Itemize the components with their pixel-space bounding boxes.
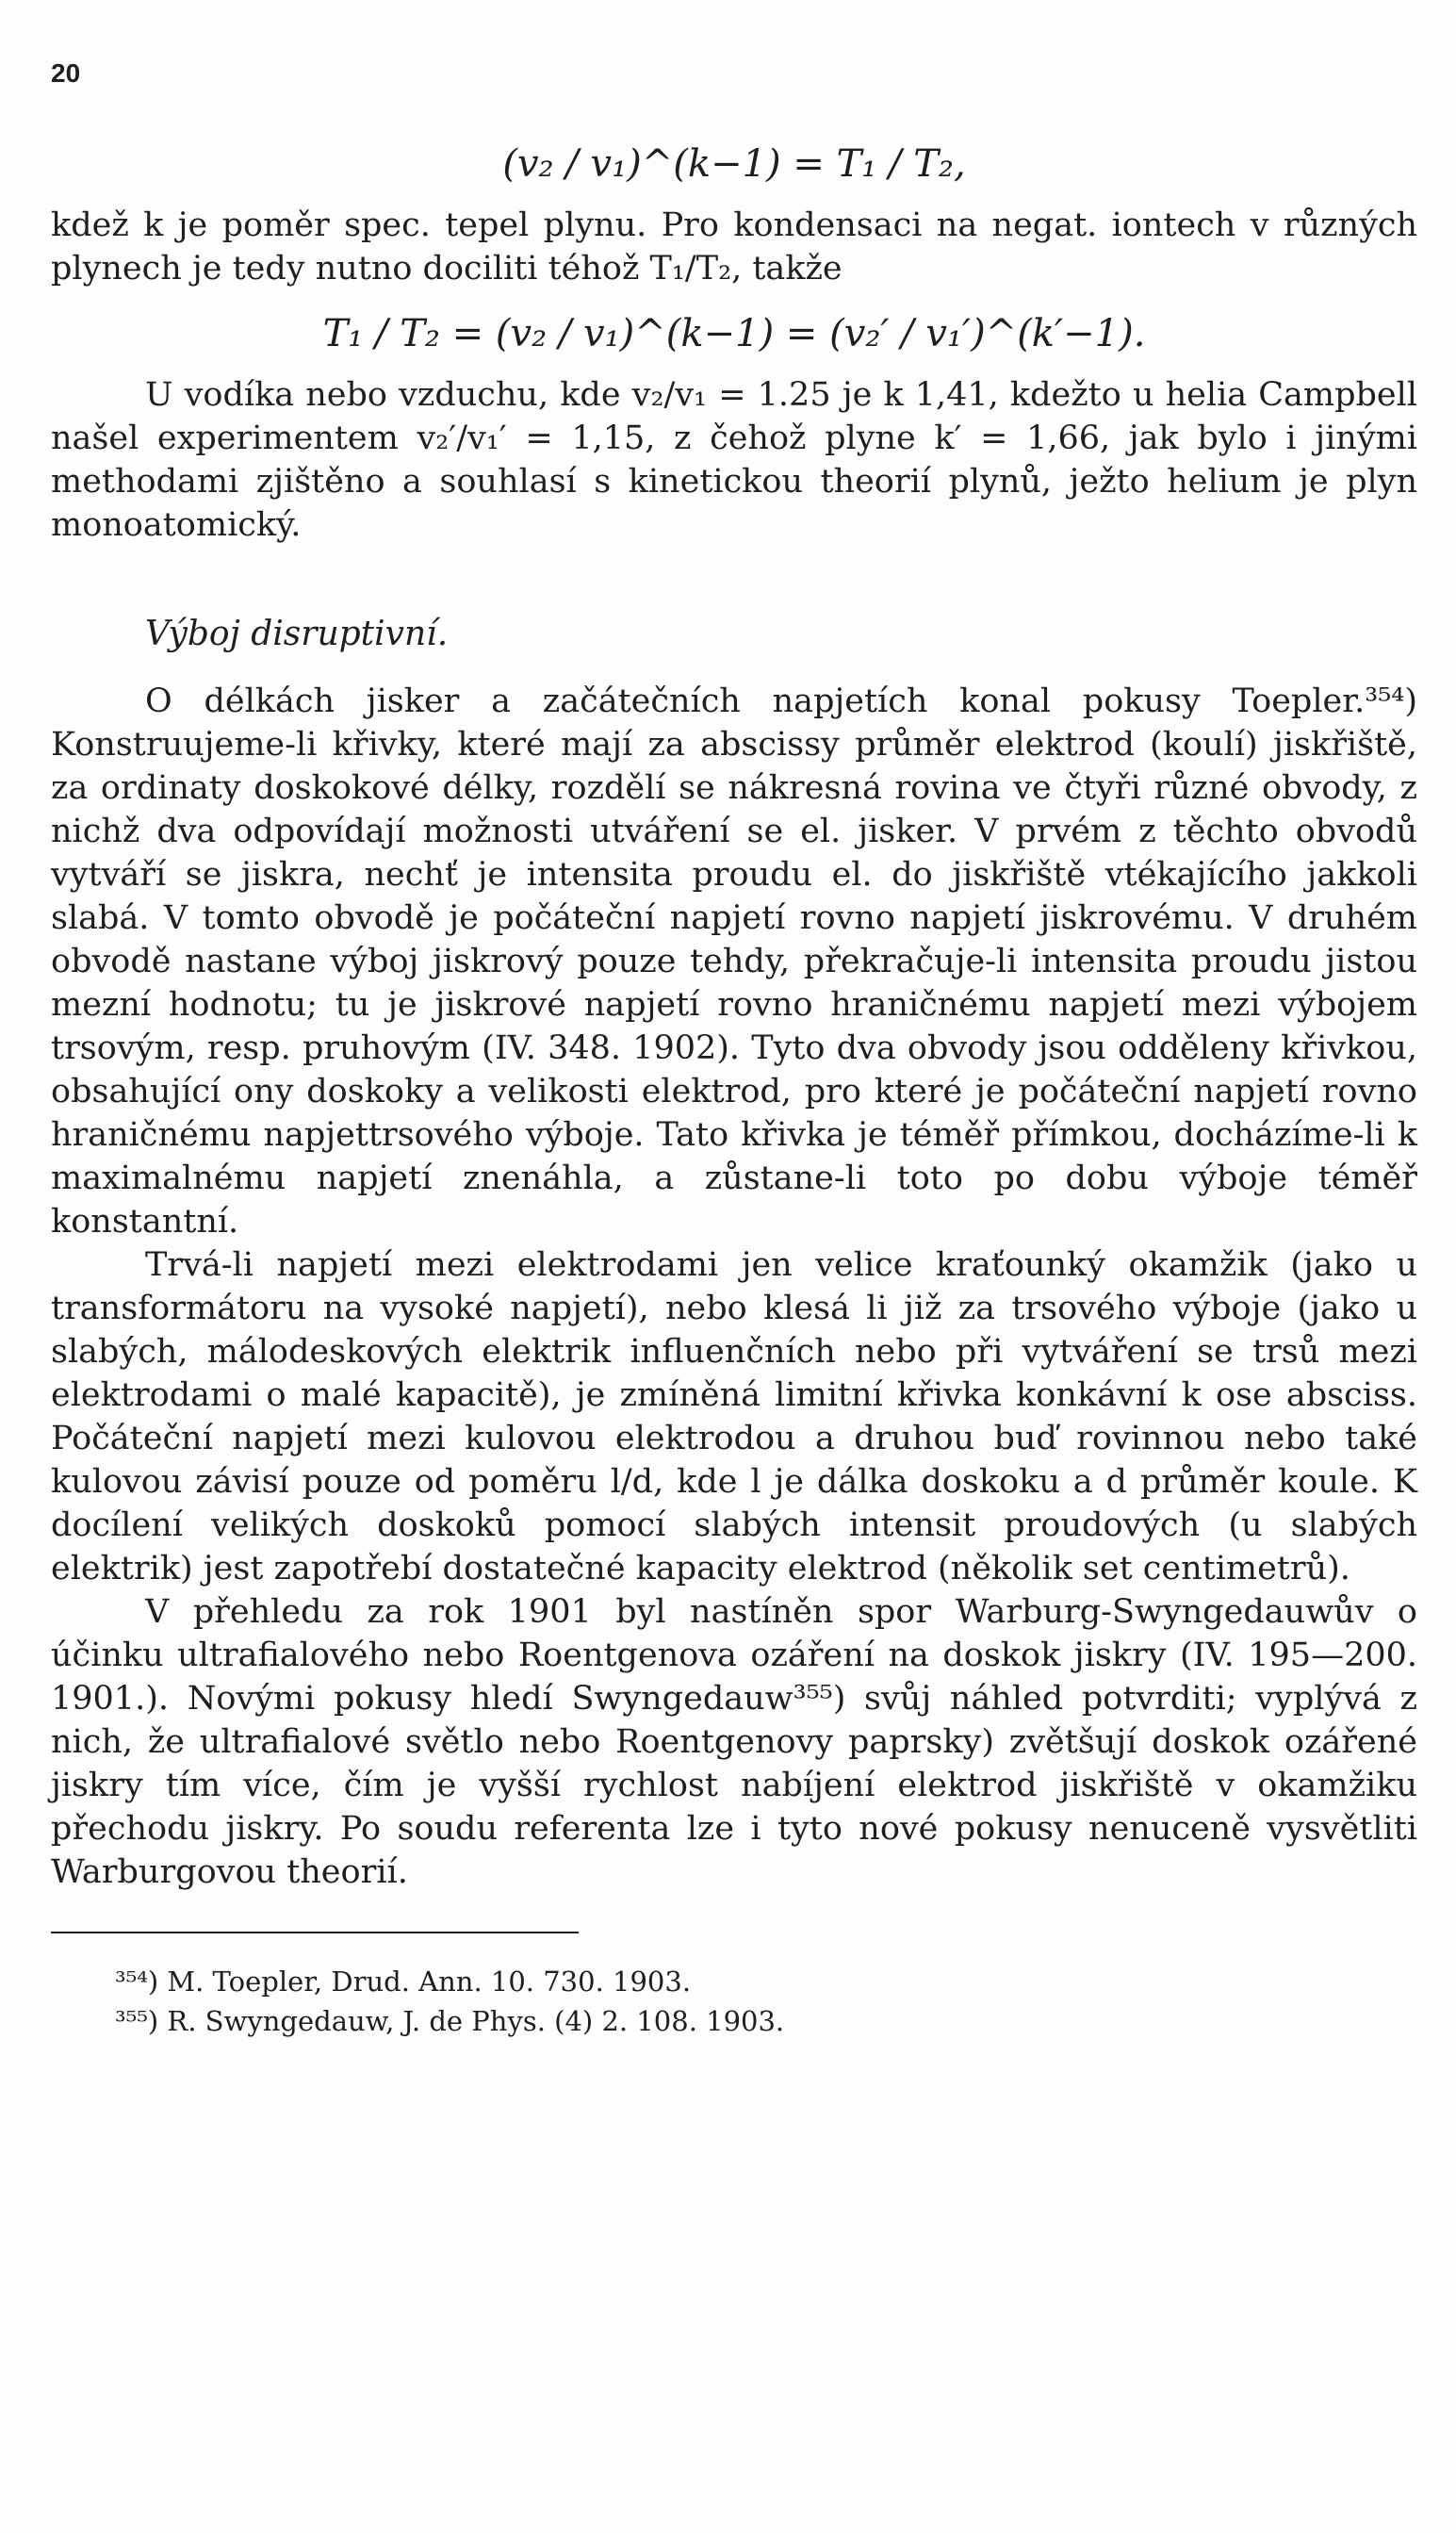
footnote-divider — [51, 1932, 579, 1933]
page-content — [51, 132, 1417, 2041]
equation-1: (v₂ / v₁)^(k−1) = T₁ / T₂, — [502, 142, 966, 186]
paragraph-1: kdež k je poměr spec. tepel plynu. Pro kondensaci na negat. iontech v různých plynech je tedy nutno dociliti téhož T₁/T₂, takže — [51, 206, 1417, 288]
paragraph-3: O délkách jisker a začátečních napjetích konal pokusy Toepler.³⁵⁴) Konstruujeme-li křivky, které mají za abscissy průměr elektrod (koulí) jiskřiště, za ordinaty doskokové délky, rozdělí se nákresná rovina ve čtyři různé obvody, z nichž dva odpovídají možnosti utváření se el. jisker. V prvém z těchto obvodů vytváří se jiskra, nechť je intensita proudu el. do jiskřiště vtékajícího jakkoli slabá. V tomto obvodě je počáteční napjetí rovno napjetí jiskrovému. V druhém obvodě nastane výboj jiskrový pouze tehdy, překračuje-li intensita proudu jistou mezní hodnotu; tu je jiskrové napjetí rovno hraničnému napjetí mezi výbojem trsovým, resp. pruhovým (IV. 348. 1902). Tyto dva obvody jsou odděleny křivkou, obsahující ony doskoky a velikosti elektrod, pro které je počáteční napjetí rovno hraničnému napjettrsového výboje. Tato křivka je téměř přímkou, docházíme-li k maximalnému napjetí znenáhla, a zůstane-li toto po dobu výboje téměř konstantní. — [51, 683, 1417, 1241]
paragraph-5: V přehledu za rok 1901 byl nastíněn spor Warburg-Swyngedauwův o účinku ultrafialového nebo Roentgenova ozáření na doskok jiskry (IV. 195—200. 1901.). Novými pokusy hledí Swyngedauw³⁵⁵) svůj náhled potvrditi; vyplývá z nich, že ultrafialové světlo nebo Roentgenovy paprsky) zvětšují doskok ozářené jiskry tím více, čím je vyšší rychlost nabíjení elektrod jiskřiště v okamžiku přechodu jiskry. Po soudu referenta lze i tyto nové pokusy nenuceně vysvětliti Warburgovou theorií. — [51, 1593, 1417, 1891]
paragraph-2: U vodíka nebo vzduchu, kde v₂/v₁ = 1.25 je k 1,41, kdežto u helia Campbell našel experimentem v₂′/v₁′ = 1,15, z čehož plyne k′ = 1,66, jak bylo i jinými methodami zjištěno a souhlasí s kinetickou theorií plynů, ježto helium je plyn monoatomický. — [51, 376, 1417, 544]
footnote-355: ³⁵⁵) R. Swyngedauw, J. de Phys. (4) 2. 108. 1903. — [115, 2005, 785, 2037]
section-title: Výboj disruptivní. — [145, 615, 449, 653]
paragraph-4: Trvá-li napjetí mezi elektrodami jen velice kraťounký okamžik (jako u transformátoru na vysoké napjetí), nebo klesá li již za trsového výboje (jako u slabých, málodeskových elektrik influenčních nebo při vytváření se trsů mezi elektrodami o malé kapacitě), je zmíněná limitní křivka konkávní k ose absciss. Počáteční napjetí mezi kulovou elektrodou a druhou buď rovinnou nebo také kulovou závisí pouze od poměru l/d, kde l je dálka doskoku a d průměr koule. K docílení velikých doskoků pomocí slabých intensit proudových (u slabých elektrik) jest zapotřebí dostatečné kapacity elektrod (několik set centimetrů). — [51, 1246, 1417, 1587]
page-number: 20 — [51, 58, 81, 88]
footnote-354: ³⁵⁴) M. Toepler, Drud. Ann. 10. 730. 1903. — [115, 1966, 692, 1998]
equation-2: T₁ / T₂ = (v₂ / v₁)^(k−1) = (v₂′ / v₁′)^(k′−1). — [322, 312, 1146, 355]
